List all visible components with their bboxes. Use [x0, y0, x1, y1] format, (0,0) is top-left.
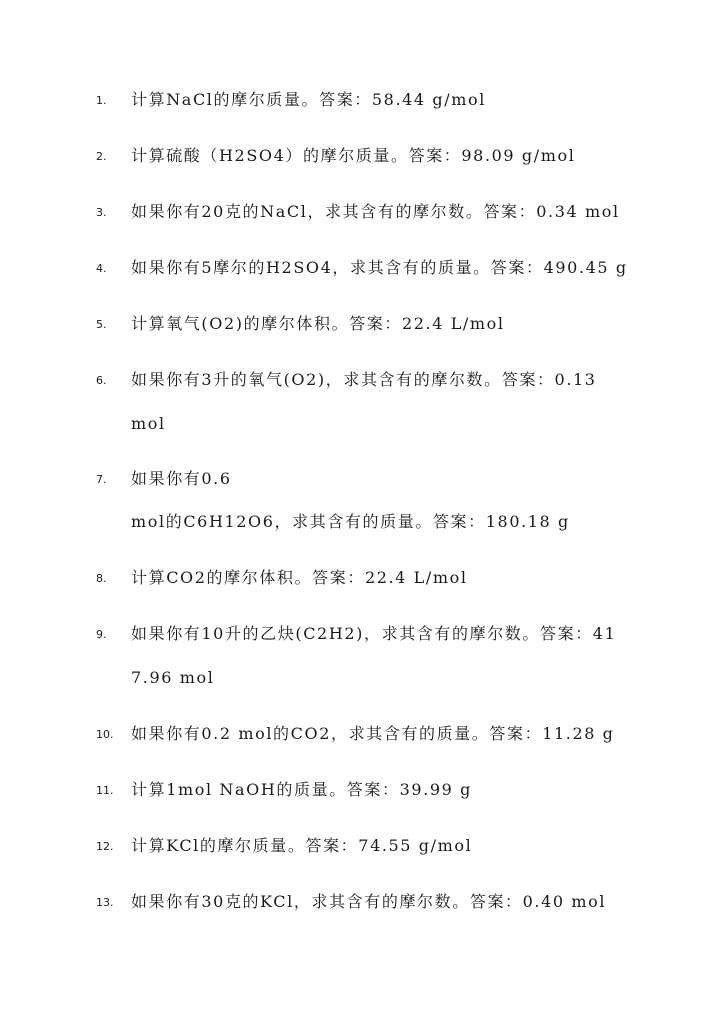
item-text: 计算1mol NaOH的质量。答案：39.99 g	[131, 780, 472, 799]
item-number: 9.	[96, 628, 107, 641]
item-number: 3.	[96, 206, 107, 219]
item-text: 如果你有0.6	[131, 469, 232, 488]
item-number: 6.	[96, 374, 107, 387]
item-number: 10.	[96, 728, 114, 741]
item-number: 4.	[96, 262, 107, 275]
item-text: mol	[131, 414, 166, 433]
item-text: 如果你有0.2 mol的CO2，求其含有的质量。答案：11.28 g	[131, 724, 615, 743]
list-item	[0, 143, 720, 169]
item-text: 如果你有20克的NaCl，求其含有的摩尔数。答案：0.34 mol	[131, 202, 620, 221]
list-item	[0, 255, 720, 281]
item-text: 如果你有3升的氧气(O2)，求其含有的摩尔数。答案：0.13	[131, 370, 597, 389]
item-number: 13.	[96, 896, 114, 909]
list-item	[0, 565, 720, 591]
list-item	[0, 87, 720, 113]
list-item	[0, 777, 720, 803]
item-text: 7.96 mol	[131, 668, 215, 687]
list-item	[0, 833, 720, 859]
item-number: 7.	[96, 473, 107, 486]
list-item	[0, 721, 720, 747]
list-item	[0, 889, 720, 915]
item-text: 如果你有10升的乙炔(C2H2)，求其含有的摩尔数。答案：41	[131, 624, 617, 643]
item-text: 计算氧气(O2)的摩尔体积。答案：22.4 L/mol	[131, 314, 505, 333]
item-number: 1.	[96, 94, 107, 107]
list-item	[0, 367, 720, 393]
list-item	[0, 621, 720, 647]
item-number: 11.	[96, 784, 114, 797]
list-item	[0, 199, 720, 225]
item-text: 计算KCl的摩尔质量。答案：74.55 g/mol	[131, 836, 473, 855]
list-item	[0, 466, 720, 492]
item-text: 如果你有5摩尔的H2SO4，求其含有的质量。答案：490.45 g	[131, 258, 628, 277]
item-number: 8.	[96, 572, 107, 585]
item-text: 计算CO2的摩尔体积。答案：22.4 L/mol	[131, 568, 468, 587]
list-item-continuation	[0, 509, 720, 535]
list-item	[0, 311, 720, 337]
item-number: 12.	[96, 840, 114, 853]
item-text: 计算NaCl的摩尔质量。答案：58.44 g/mol	[131, 90, 486, 109]
item-text: mol的C6H12O6，求其含有的质量。答案：180.18 g	[131, 512, 570, 531]
item-number: 2.	[96, 150, 107, 163]
item-text: 计算硫酸（H2SO4）的摩尔质量。答案：98.09 g/mol	[131, 146, 576, 165]
list-item-continuation	[0, 665, 720, 691]
list-item-continuation	[0, 411, 720, 437]
item-number: 5.	[96, 318, 107, 331]
item-text: 如果你有30克的KCl，求其含有的摩尔数。答案：0.40 mol	[131, 892, 607, 911]
